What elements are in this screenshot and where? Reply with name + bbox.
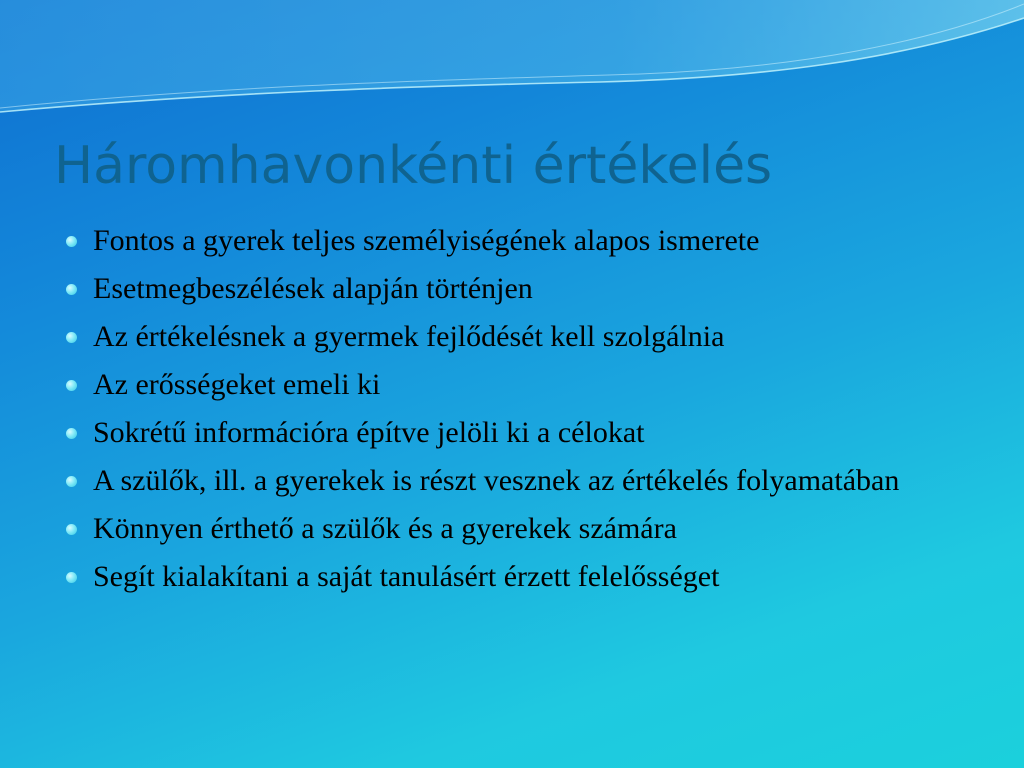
bullet-item (64, 270, 964, 308)
bullet-item (64, 318, 964, 356)
bullet-text: Segít kialakítani a saját tanulásért érzett felelősséget (93, 560, 720, 593)
round-bullet-icon (66, 572, 77, 583)
round-bullet-icon (66, 236, 77, 247)
bullet-item (64, 366, 964, 404)
bullet-text: A szülők, ill. a gyerekek is részt vesznek az értékelés folyamatában (93, 464, 900, 497)
bullet-item (64, 222, 964, 260)
bullet-text: Könnyen érthető a szülők és a gyerekek számára (93, 512, 677, 545)
round-bullet-icon (66, 524, 77, 535)
round-bullet-icon (66, 476, 77, 487)
round-bullet-icon (66, 428, 77, 439)
bullet-text: Fontos a gyerek teljes személyiségének alapos ismerete (93, 224, 760, 257)
bullet-item (64, 462, 964, 500)
slide-title: Háromhavonkénti értékelés (54, 136, 773, 196)
bullet-item (64, 558, 964, 596)
bullet-item (64, 510, 964, 548)
bullet-text: Az értékelésnek a gyermek fejlődését kell szolgálnia (93, 320, 725, 353)
round-bullet-icon (66, 332, 77, 343)
bullet-text: Sokrétű információra építve jelöli ki a célokat (93, 416, 645, 449)
bullet-item (64, 414, 964, 452)
round-bullet-icon (66, 284, 77, 295)
bullet-text: Esetmegbeszélések alapján történjen (93, 272, 533, 305)
bullet-text: Az erősségeket emeli ki (93, 368, 381, 401)
bullet-list (64, 222, 964, 606)
round-bullet-icon (66, 380, 77, 391)
wave-decoration (0, 0, 1024, 130)
